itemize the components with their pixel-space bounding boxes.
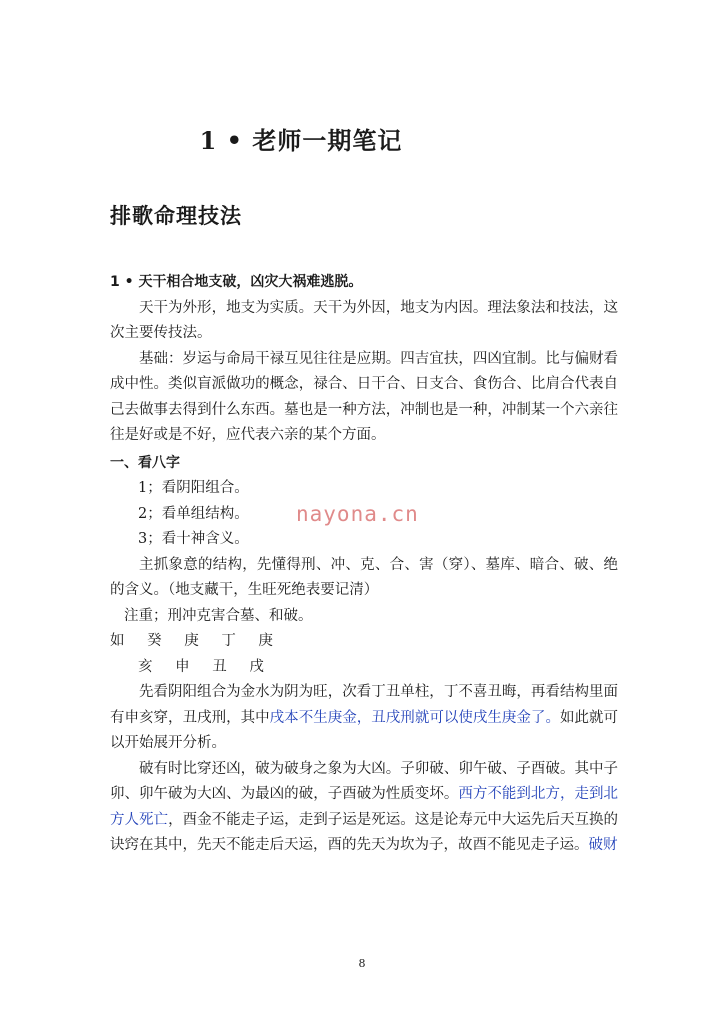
note-line: 注重；刑冲克害合墓、和破。 xyxy=(124,607,313,624)
paragraph-2: 基础：岁运与命局干禄互见往往是应期。四吉宜扶，四凶宜制。比与偏财看成中性。类似盲派做功的概念，禄合、日干合、日支合、食伤合、比肩合代表自己去做事去得到什么东西。墓也是一种方法，冲制也是一种，冲制某一个六亲往往是好或是不好，应代表六亲的某个方面。 xyxy=(110,350,618,443)
page-title xyxy=(0,121,724,156)
section-title: 排歌命理技法 xyxy=(110,204,242,228)
heading-2: 一、看八字 xyxy=(110,454,180,471)
paragraph-4-text-a: 先看阴阳组合为金水为阴为旺，次看丁丑单柱，丁不喜丑晦，再看结构里面有申亥穿，丑戌刑，其中 xyxy=(110,684,618,726)
page-title-text: 1 • 老师一期笔记 xyxy=(199,126,403,155)
paragraph-5-text-a: 破有时比穿还凶，破为破身之象为大凶。子卯破、卯午破、子酉破。其中子卯、卯午破为大凶、为最凶的破，子酉破为性质变坏。 xyxy=(110,760,618,802)
paragraph-5 xyxy=(110,757,618,859)
bazi-line-1: 如 癸 庚 丁 庚 xyxy=(110,633,282,649)
paragraph-5-text-b: ，酉金不能走子运，走到子运是死运。这是论寿元中大运先后天互换的诀窍在其中，先天不能走后天运，酉的先天为坎为子，故酉不能见走子运。 xyxy=(110,811,619,853)
paragraph-5-highlight-2: 破财 xyxy=(588,837,618,853)
paragraph-4-text-b: 如此就可以开始展开分析。 xyxy=(110,709,619,751)
document-body xyxy=(110,270,618,859)
paragraph-5-highlight-1: 西方不能到北方，走到北方人死亡 xyxy=(110,786,619,828)
heading-1: 1 • 天干相合地支破，凶灾大祸难逃脱。 xyxy=(110,274,363,290)
bazi-line-2: 亥 申 丑 戌 xyxy=(138,658,273,675)
page-number: 8 xyxy=(358,957,366,970)
paragraph-4-highlight: 戌本不生庚金，丑戌刑就可以使戌生庚金了。 xyxy=(269,709,560,726)
paragraph-1: 天干为外形，地支为实质。天干为外因，地支为内因。理法象法和技法，这次主要传技法。 xyxy=(110,299,618,341)
paragraph-3: 主抓象意的结构，先懂得刑、冲、克、合、害（穿）、墓库、暗合、破、绝的含义。（地支藏干，生旺死绝表要记清） xyxy=(110,556,618,598)
list-item-1: 1；看阴阳组合。 xyxy=(138,480,249,496)
watermark-text: nayona.cn xyxy=(296,502,419,526)
list-item-3: 3；看十神含义。 xyxy=(138,531,249,547)
list-item-2: 2；看单组结构。 xyxy=(138,505,249,522)
paragraph-4 xyxy=(110,680,618,757)
